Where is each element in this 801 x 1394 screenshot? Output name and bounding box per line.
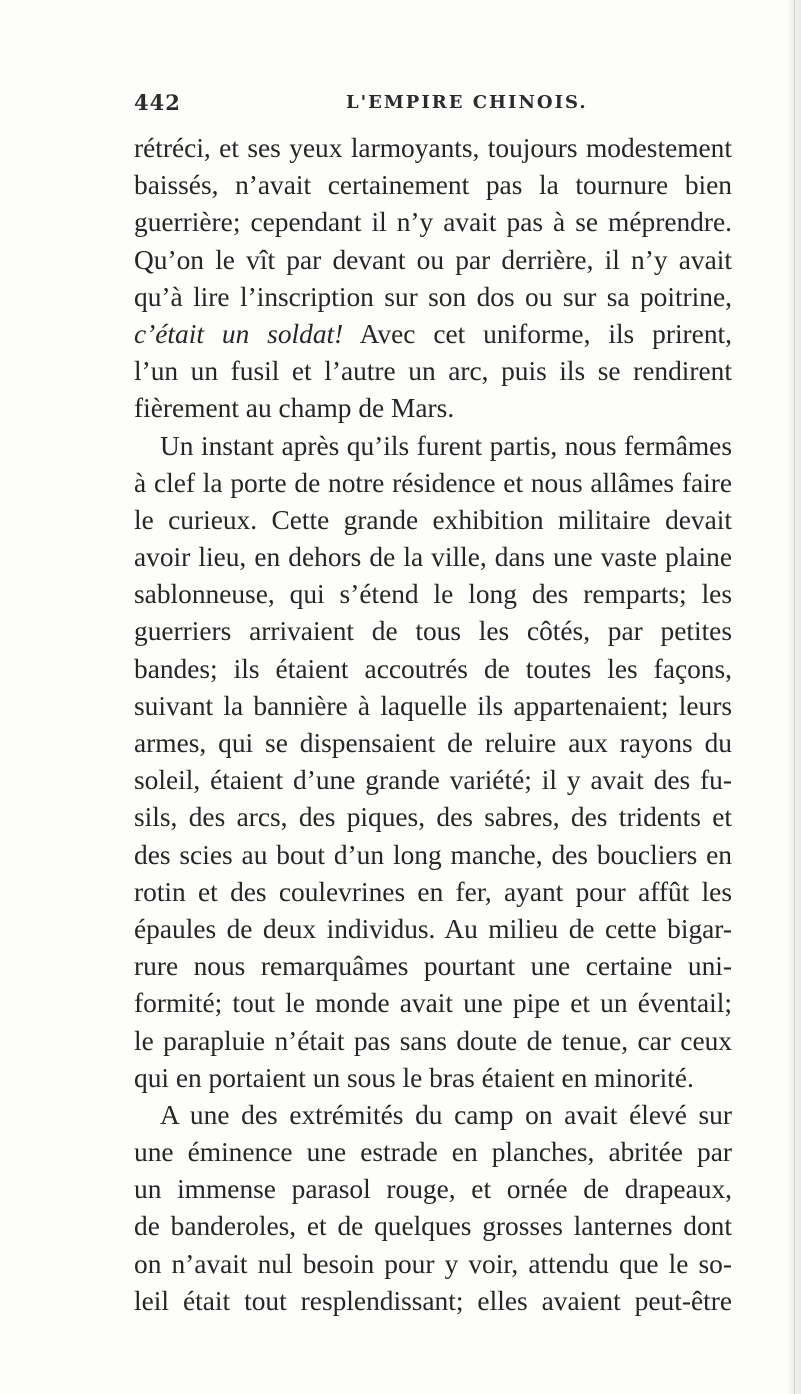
- body-text: [134, 130, 732, 1320]
- text-line: fièrement au champ de Mars.: [134, 393, 455, 424]
- text-line: baissés, n’avait certainement pas la tournure bien: [134, 170, 732, 201]
- text-line: qui en portaient un sous le bras étaient en minorité.: [134, 1062, 694, 1093]
- text-line: armes, qui se dispensaient de reluire aux rayons du: [134, 728, 732, 758]
- text-line: on n’avait nul besoin pour y voir, attendu que le so-: [134, 1248, 732, 1279]
- text-line: sablonneuse, qui s’étend le long des remparts; les: [134, 579, 732, 610]
- text-line: formité; tout le monde avait une pipe et un éventail;: [134, 988, 732, 1019]
- text-line: rotin et des coulevrines en fer, ayant pour affût les: [134, 876, 732, 907]
- text-line: Un instant après qu’ils furent partis, nous fermâmes: [160, 430, 732, 461]
- text-line: épaules de deux individus. Au milieu de cette bigar-: [134, 913, 732, 944]
- text-line: guerrière; cependant il n’y avait pas à se méprendre.: [134, 207, 732, 238]
- text-line: leil était tout resplendissant; elles avaient peut-être: [134, 1285, 732, 1316]
- text-line: rétréci, et ses yeux larmoyants, toujours modestement: [134, 133, 732, 163]
- text-line-rest: Avec cet uniforme, ils prirent,: [343, 318, 732, 349]
- page-edge-line: [794, 0, 795, 1394]
- page-number: 442: [134, 90, 181, 115]
- text-line: A une des extrémités du camp on avait élevé sur: [160, 1099, 732, 1130]
- text-line: une éminence une estrade en planches, abritée par: [134, 1137, 732, 1168]
- text-line: Qu’on le vît par devant ou par derrière, il n’y avait: [134, 244, 732, 275]
- text-line: à clef la porte de notre résidence et nous allâmes faire: [134, 467, 732, 498]
- running-title: L'EMPIRE CHINOIS.: [346, 92, 588, 113]
- text-line: le curieux. Cette grande exhibition militaire devait: [134, 504, 732, 535]
- text-line: soleil, étaient d’une grande variété; il y avait des fu-: [134, 765, 732, 796]
- text-line: suivant la bannière à laquelle ils appartenaient; leurs: [134, 690, 732, 721]
- text-line: rure nous remarquâmes pourtant une certaine uni-: [134, 951, 732, 982]
- text-line: guerriers arrivaient de tous les côtés, par petites: [134, 616, 732, 647]
- text-line: un immense parasol rouge, et ornée de drapeaux,: [134, 1174, 732, 1205]
- text-line: [134, 316, 732, 353]
- italic-phrase: c’était un soldat!: [134, 318, 344, 349]
- running-header: [134, 90, 734, 122]
- text-line: des scies au bout d’un long manche, des boucliers en: [134, 839, 732, 870]
- text-line: qu’à lire l’inscription sur son dos ou sur sa poitrine,: [134, 281, 732, 312]
- text-line: le parapluie n’était pas sans doute de tenue, car ceux: [134, 1025, 732, 1056]
- text-line: avoir lieu, en dehors de la ville, dans une vaste plaine: [134, 542, 732, 573]
- text-line: bandes; ils étaient accoutrés de toutes les façons,: [134, 653, 732, 684]
- text-line: l’un un fusil et l’autre un arc, puis ils se rendirent: [134, 356, 732, 387]
- text-line: de banderoles, et de quelques grosses lanternes dont: [134, 1211, 732, 1242]
- text-line: sils, des arcs, des piques, des sabres, des tridents et: [134, 802, 732, 833]
